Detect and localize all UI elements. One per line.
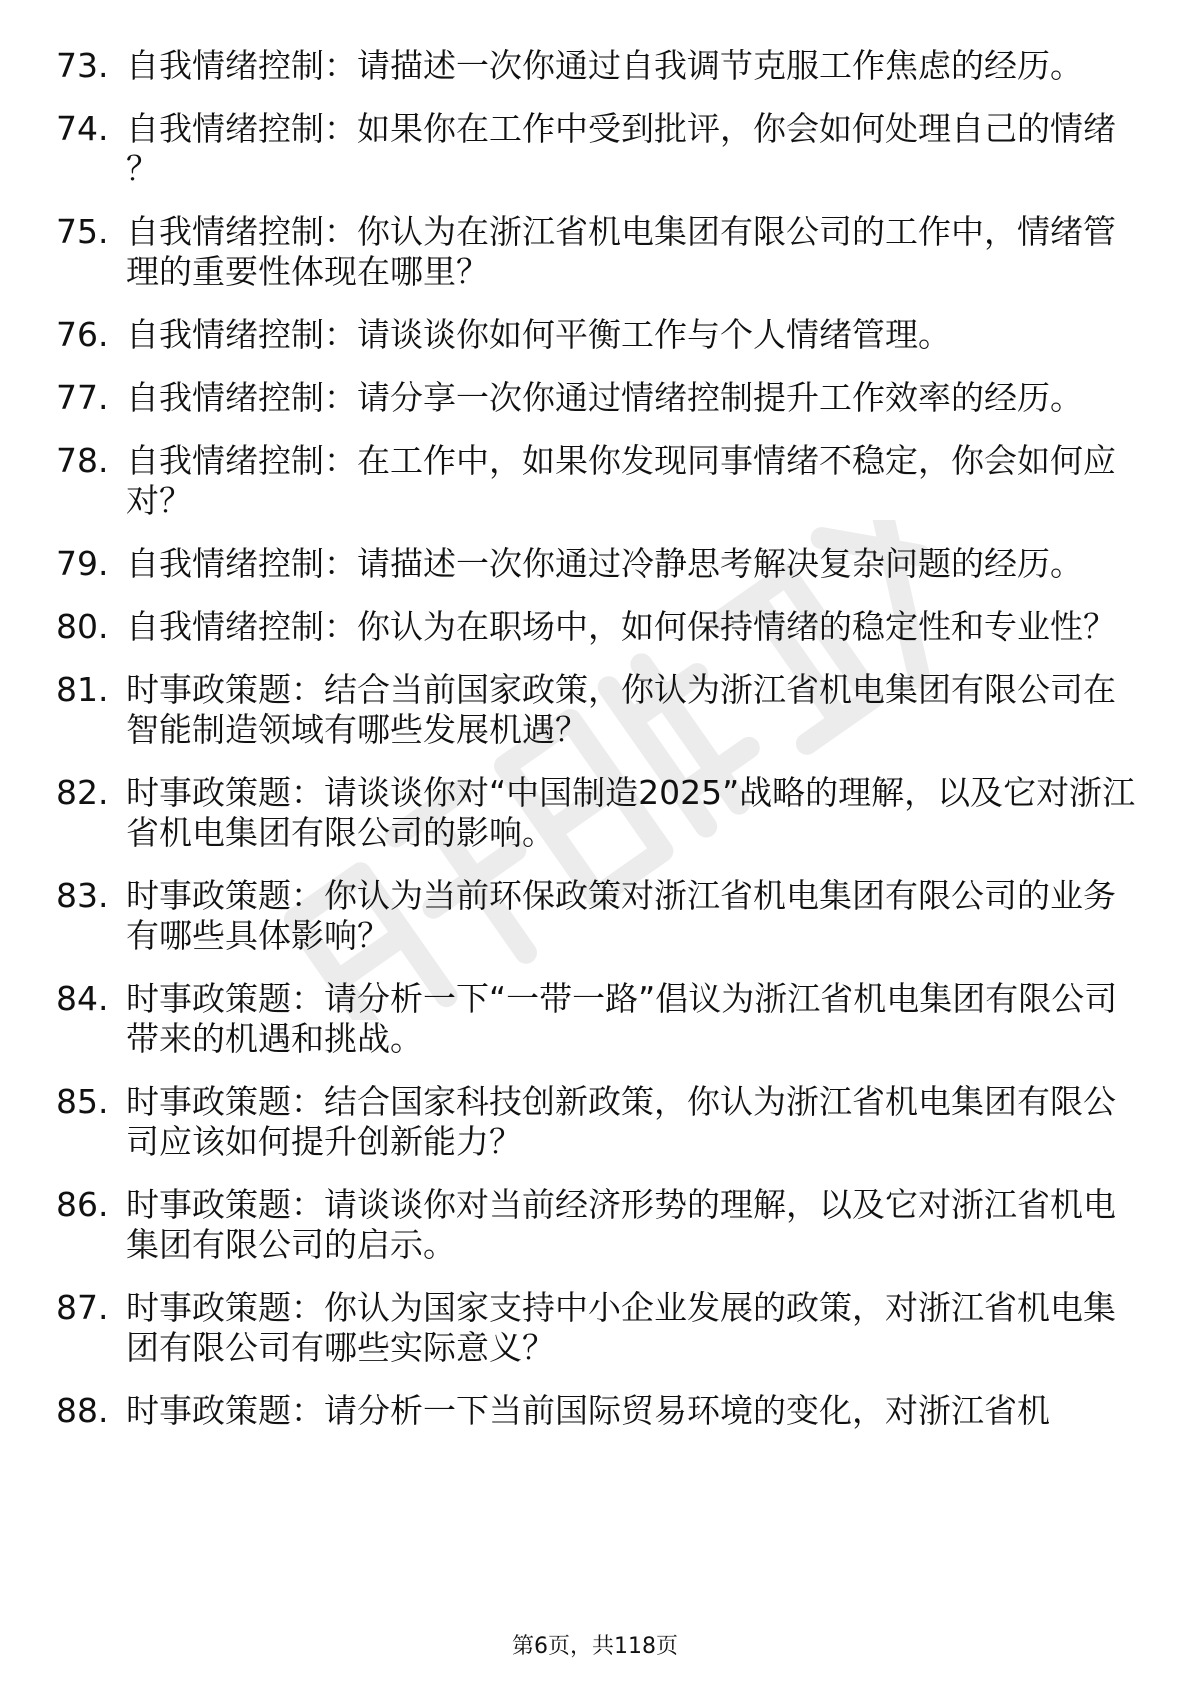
question-text: 自我情绪控制：请谈谈你如何平衡工作与个人情绪管理。	[126, 315, 951, 354]
question-number: 76.	[56, 315, 109, 354]
question-number: 87.	[56, 1288, 109, 1327]
question-item	[56, 1391, 1136, 1431]
question-item	[56, 212, 1136, 292]
question-item	[56, 979, 1136, 1059]
question-text: 自我情绪控制：在工作中，如果你发现同事情绪不稳定，你会如何应对？	[126, 441, 1116, 520]
question-list	[56, 46, 1136, 1454]
question-text: 自我情绪控制：如果你在工作中受到批评，你会如何处理自己的情绪？	[126, 109, 1116, 188]
question-text: 时事政策题：结合国家科技创新政策，你认为浙江省机电集团有限公司应该如何提升创新能力？	[126, 1082, 1116, 1161]
question-item	[56, 876, 1136, 956]
question-item	[56, 315, 1136, 355]
question-item	[56, 1288, 1136, 1368]
question-item	[56, 773, 1136, 853]
question-number: 84.	[56, 979, 109, 1018]
question-item	[56, 670, 1136, 750]
question-number: 74.	[56, 109, 109, 148]
question-number: 83.	[56, 876, 109, 915]
question-item	[56, 607, 1136, 647]
question-text: 时事政策题：你认为当前环保政策对浙江省机电集团有限公司的业务有哪些具体影响？	[126, 876, 1116, 955]
question-item	[56, 46, 1136, 86]
question-number: 85.	[56, 1082, 109, 1121]
page-footer: 第6页，共118页	[512, 1634, 678, 1659]
question-text: 时事政策题：请分析一下“一带一路”倡议为浙江省机电集团有限公司带来的机遇和挑战。	[126, 979, 1118, 1058]
question-item	[56, 544, 1136, 584]
question-number: 82.	[56, 773, 109, 812]
question-text: 自我情绪控制：请描述一次你通过自我调节克服工作焦虑的经历。	[126, 46, 1083, 85]
question-item	[56, 109, 1136, 189]
question-text: 时事政策题：结合当前国家政策，你认为浙江省机电集团有限公司在智能制造领域有哪些发展机遇？	[126, 670, 1116, 749]
question-text: 自我情绪控制：请描述一次你通过冷静思考解决复杂问题的经历。	[126, 544, 1083, 583]
question-number: 81.	[56, 670, 109, 709]
question-text: 时事政策题：你认为国家支持中小企业发展的政策，对浙江省机电集团有限公司有哪些实际意义？	[126, 1288, 1116, 1367]
question-text: 时事政策题：请谈谈你对当前经济形势的理解，以及它对浙江省机电集团有限公司的启示。	[126, 1185, 1116, 1264]
question-item	[56, 441, 1136, 521]
question-text: 时事政策题：请谈谈你对“中国制造2025”战略的理解，以及它对浙江省机电集团有限公司的影响。	[126, 773, 1136, 852]
question-item	[56, 1082, 1136, 1162]
question-text: 自我情绪控制：你认为在职场中，如何保持情绪的稳定性和专业性？	[126, 607, 1116, 646]
question-number: 73.	[56, 46, 109, 85]
question-text: 时事政策题：请分析一下当前国际贸易环境的变化，对浙江省机	[126, 1391, 1050, 1430]
question-number: 78.	[56, 441, 109, 480]
question-number: 77.	[56, 378, 109, 417]
question-item	[56, 378, 1136, 418]
question-item	[56, 1185, 1136, 1265]
question-text: 自我情绪控制：请分享一次你通过情绪控制提升工作效率的经历。	[126, 378, 1083, 417]
question-number: 75.	[56, 212, 109, 251]
question-number: 88.	[56, 1391, 109, 1430]
question-number: 80.	[56, 607, 109, 646]
question-number: 86.	[56, 1185, 109, 1224]
question-text: 自我情绪控制：你认为在浙江省机电集团有限公司的工作中，情绪管理的重要性体现在哪里？	[126, 212, 1116, 291]
question-number: 79.	[56, 544, 109, 583]
